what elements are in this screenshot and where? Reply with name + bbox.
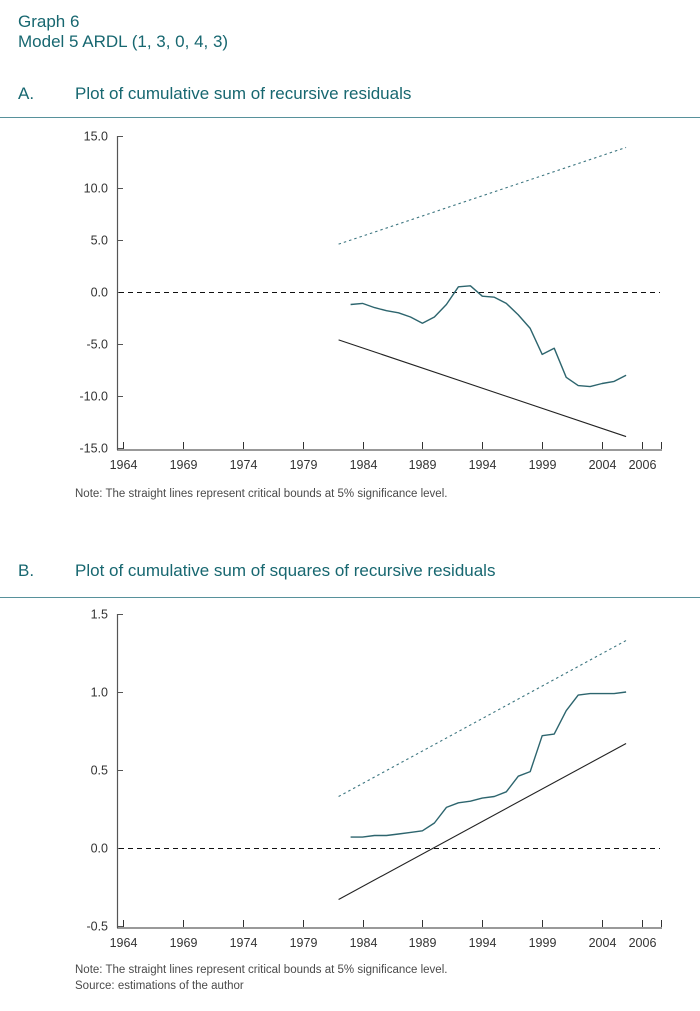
section-b-label: B. [18, 561, 35, 580]
note-a: Note: The straight lines represent critical bounds at 5% significance level. [75, 488, 448, 500]
cusum-y-tick-label: 15.0 [83, 129, 108, 144]
cusum-x-tick-label: 1979 [289, 458, 318, 472]
cusum-y-tick-label: 10.0 [83, 181, 108, 196]
cusumsq-x-tick-label: 1969 [169, 936, 198, 950]
source-note: Source: estimations of the author [75, 980, 244, 992]
cusum-y-tick-label: 5.0 [90, 233, 108, 248]
cusum-x-tick-label: 2006 [628, 458, 657, 472]
cusumsq-x-tick-label: 1964 [109, 936, 138, 950]
section-a-rule [0, 117, 700, 118]
cusum-upper-bound-line [339, 147, 626, 244]
cusumsq-x-tick-label: 2006 [628, 936, 657, 950]
cusum-y-tick-label: -15.0 [79, 441, 108, 456]
section-b-rule [0, 597, 700, 598]
cusum-x-tick-label: 1989 [408, 458, 437, 472]
cusumsq-x-tick-label: 1974 [229, 936, 258, 950]
cusum-chart [0, 120, 700, 476]
cusumsq-x-tick-label: 1989 [408, 936, 437, 950]
cusumsq-x-tick-label: 1999 [528, 936, 557, 950]
cusum-x-tick-label: 1969 [169, 458, 198, 472]
cusumsq-y-tick-label: -0.5 [86, 919, 108, 934]
cusumsq-y-tick-label: 1.0 [90, 685, 108, 700]
section-b-heading: Plot of cumulative sum of squares of recursive residuals [75, 561, 496, 580]
cusumsq-chart [0, 600, 700, 956]
section-a-heading: Plot of cumulative sum of recursive residuals [75, 84, 412, 103]
cusumsq-lower-bound-line [339, 743, 626, 899]
cusum-x-tick-label: 2004 [588, 458, 617, 472]
cusumsq-x-tick-label: 2004 [588, 936, 617, 950]
cusum-x-tick-label: 1984 [349, 458, 378, 472]
cusumsq-upper-bound-line [339, 641, 626, 797]
cusum-series-line [351, 286, 626, 387]
cusumsq-y-tick-label: 0.5 [90, 763, 108, 778]
cusum-y-tick-label: 0.0 [90, 285, 108, 300]
cusumsq-x-tick-label: 1984 [349, 936, 378, 950]
document-title [18, 12, 228, 52]
cusum-x-tick-label: 1999 [528, 458, 557, 472]
cusum-x-tick-label: 1994 [468, 458, 497, 472]
cusumsq-y-tick-label: 1.5 [90, 607, 108, 622]
cusumsq-x-tick-label: 1979 [289, 936, 318, 950]
cusum-y-tick-label: -5.0 [86, 337, 108, 352]
section-a-label: A. [18, 84, 35, 103]
cusum-x-tick-label: 1974 [229, 458, 258, 472]
cusumsq-series-line [351, 692, 626, 837]
cusum-lower-bound-line [339, 340, 626, 437]
cusumsq-x-tick-label: 1994 [468, 936, 497, 950]
cusum-x-tick-label: 1964 [109, 458, 138, 472]
note-b: Note: The straight lines represent critical bounds at 5% significance level. [75, 964, 448, 976]
cusumsq-y-tick-label: 0.0 [90, 841, 108, 856]
model-spec: Model 5 ARDL (1, 3, 0, 4, 3) [18, 32, 229, 51]
graph-number: Graph 6 [18, 12, 80, 31]
cusum-y-tick-label: -10.0 [79, 389, 108, 404]
